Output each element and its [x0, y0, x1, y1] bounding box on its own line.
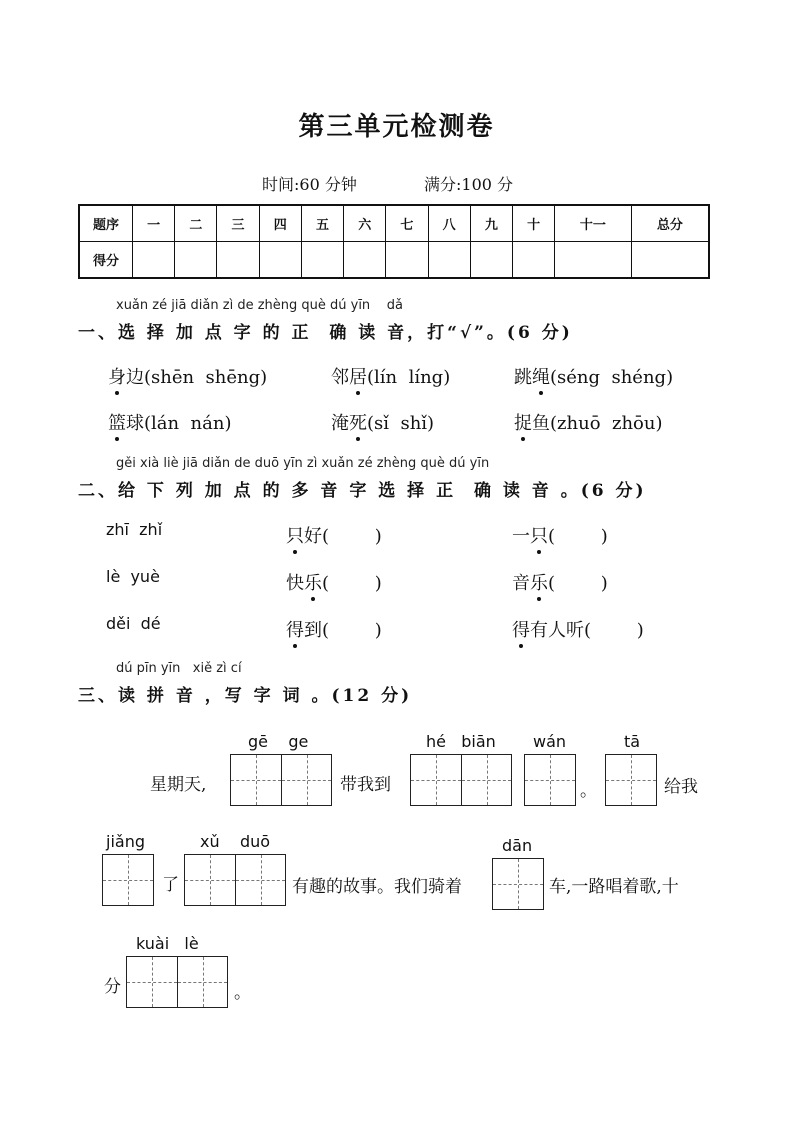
s2-item[interactable]: 快乐( ) [286, 573, 382, 594]
section1-pinyin: xuǎn zé jiā diǎn zì de zhèng què dú yīn dǎ [116, 298, 403, 313]
score-table-cell: 一 [133, 205, 175, 242]
writing-grid[interactable] [184, 854, 286, 906]
s3-text: 给我 [664, 777, 698, 797]
score-entry-cell[interactable] [133, 242, 175, 279]
writing-grid[interactable] [492, 858, 544, 910]
score-entry-cell[interactable] [428, 242, 470, 279]
s2-item[interactable]: 得到( ) [286, 620, 382, 641]
time-info: 时间:60 分钟 [262, 175, 357, 194]
s3-pinyin: kuài lè [136, 934, 199, 953]
s2-item[interactable]: 音乐( ) [512, 573, 608, 594]
page-title: 第三单元检测卷 [298, 112, 495, 142]
s2-pinyin-pair: děi dé [106, 614, 161, 633]
writing-cell[interactable] [185, 855, 235, 905]
writing-cell[interactable] [461, 755, 511, 805]
score-table-cell: 十 [512, 205, 554, 242]
full-score-info: 满分:100 分 [424, 175, 514, 194]
s3-text: 有趣的故事。我们骑着 [292, 877, 462, 897]
writing-cell[interactable] [281, 755, 331, 805]
s3-pinyin: dān [502, 836, 533, 855]
writing-cell[interactable] [235, 855, 285, 905]
writing-cell[interactable] [493, 859, 543, 909]
score-entry-cell[interactable] [301, 242, 343, 279]
writing-cell[interactable] [177, 957, 227, 1007]
score-table-cell: 总分 [631, 205, 709, 242]
score-entry-cell[interactable] [175, 242, 217, 279]
score-entry-cell[interactable] [386, 242, 428, 279]
writing-cell[interactable] [103, 855, 153, 905]
s3-pinyin: wán [533, 732, 567, 751]
s1-item: 身边(shēn shēng) [108, 367, 268, 388]
score-entry-cell[interactable] [631, 242, 709, 279]
writing-cell[interactable] [525, 755, 575, 805]
writing-grid[interactable] [230, 754, 332, 806]
s1-item: 邻居(lín líng) [331, 367, 451, 388]
s1-item: 捉鱼(zhuō zhōu) [514, 413, 663, 434]
s1-item-choices[interactable]: (lín líng) [367, 367, 451, 388]
score-entry-cell[interactable] [555, 242, 631, 279]
s3-text: 。 [234, 983, 251, 1003]
s2-pinyin-pair: lè yuè [106, 567, 160, 586]
section3-title: 三、读 拼 音 ，写 字 词 。(12 分) [78, 686, 413, 706]
score-table-cell: 九 [470, 205, 512, 242]
score-table-cell: 六 [344, 205, 386, 242]
s3-text: 了 [162, 875, 179, 895]
writing-cell[interactable] [127, 957, 177, 1007]
section2-title: 二、给 下 列 加 点 的 多 音 字 选 择 正 确 读 音 。(6 分) [78, 481, 647, 501]
writing-cell[interactable] [231, 755, 281, 805]
s2-item[interactable]: 一只( ) [512, 526, 608, 547]
s3-text: 。 [580, 781, 597, 801]
section1-title: 一、选 择 加 点 字 的 正 确 读 音，打“√”。(6 分) [78, 323, 573, 343]
score-table-cell: 四 [259, 205, 301, 242]
writing-cell[interactable] [606, 755, 656, 805]
s3-text: 分 [104, 977, 121, 997]
score-entry-cell[interactable] [470, 242, 512, 279]
score-entry-cell[interactable] [259, 242, 301, 279]
s3-text: 车,一路唱着歌,十 [549, 877, 679, 897]
score-table-cell: 五 [301, 205, 343, 242]
s3-text: 带我到 [340, 775, 391, 795]
writing-cell[interactable] [411, 755, 461, 805]
writing-grid[interactable] [410, 754, 512, 806]
score-table-header-row [79, 205, 709, 242]
score-table-cell: 八 [428, 205, 470, 242]
s3-pinyin: tā [624, 732, 641, 751]
s3-pinyin: gē ge [248, 732, 309, 751]
score-table-cell: 题序 [79, 205, 133, 242]
s1-item-choices[interactable]: 边(shēn shēng) [126, 367, 268, 388]
s2-item[interactable]: 只好( ) [286, 526, 382, 547]
score-entry-cell[interactable] [344, 242, 386, 279]
s1-item: 淹死(sǐ shǐ) [331, 413, 435, 434]
score-table-cell: 三 [217, 205, 259, 242]
s1-item-choices[interactable]: 球(lán nán) [126, 413, 232, 434]
score-table-cell: 十一 [555, 205, 631, 242]
section2-pinyin: gěi xià liè jiā diǎn de duō yīn zì xuǎn zé zhèng què dú yīn [116, 456, 490, 471]
writing-grid[interactable] [605, 754, 657, 806]
score-table [78, 204, 710, 279]
score-table-cell: 得分 [79, 242, 133, 279]
score-entry-cell[interactable] [512, 242, 554, 279]
s2-pinyin-pair: zhī zhǐ [106, 520, 163, 539]
writing-grid[interactable] [524, 754, 576, 806]
s3-text: 星期天, [150, 775, 207, 795]
s1-item: 篮球(lán nán) [108, 413, 232, 434]
s1-item-choices[interactable]: (sǐ shǐ) [367, 413, 435, 434]
s1-item-choices[interactable]: (séng shéng) [550, 367, 674, 388]
s2-item[interactable]: 得有人听( ) [512, 620, 644, 641]
score-entry-cell[interactable] [217, 242, 259, 279]
s3-pinyin: hé biān [426, 732, 496, 751]
s3-pinyin: jiǎng [106, 832, 145, 851]
s1-item-choices[interactable]: 鱼(zhuō zhōu) [532, 413, 663, 434]
s1-item: 跳绳(séng shéng) [514, 367, 674, 388]
writing-grid[interactable] [102, 854, 154, 906]
score-table-score-row [79, 242, 709, 279]
section3-pinyin: dú pīn yīn xiě zì cí [116, 661, 242, 676]
score-table-cell: 二 [175, 205, 217, 242]
s3-pinyin: xǔ duō [200, 832, 271, 851]
score-table-cell: 七 [386, 205, 428, 242]
writing-grid[interactable] [126, 956, 228, 1008]
